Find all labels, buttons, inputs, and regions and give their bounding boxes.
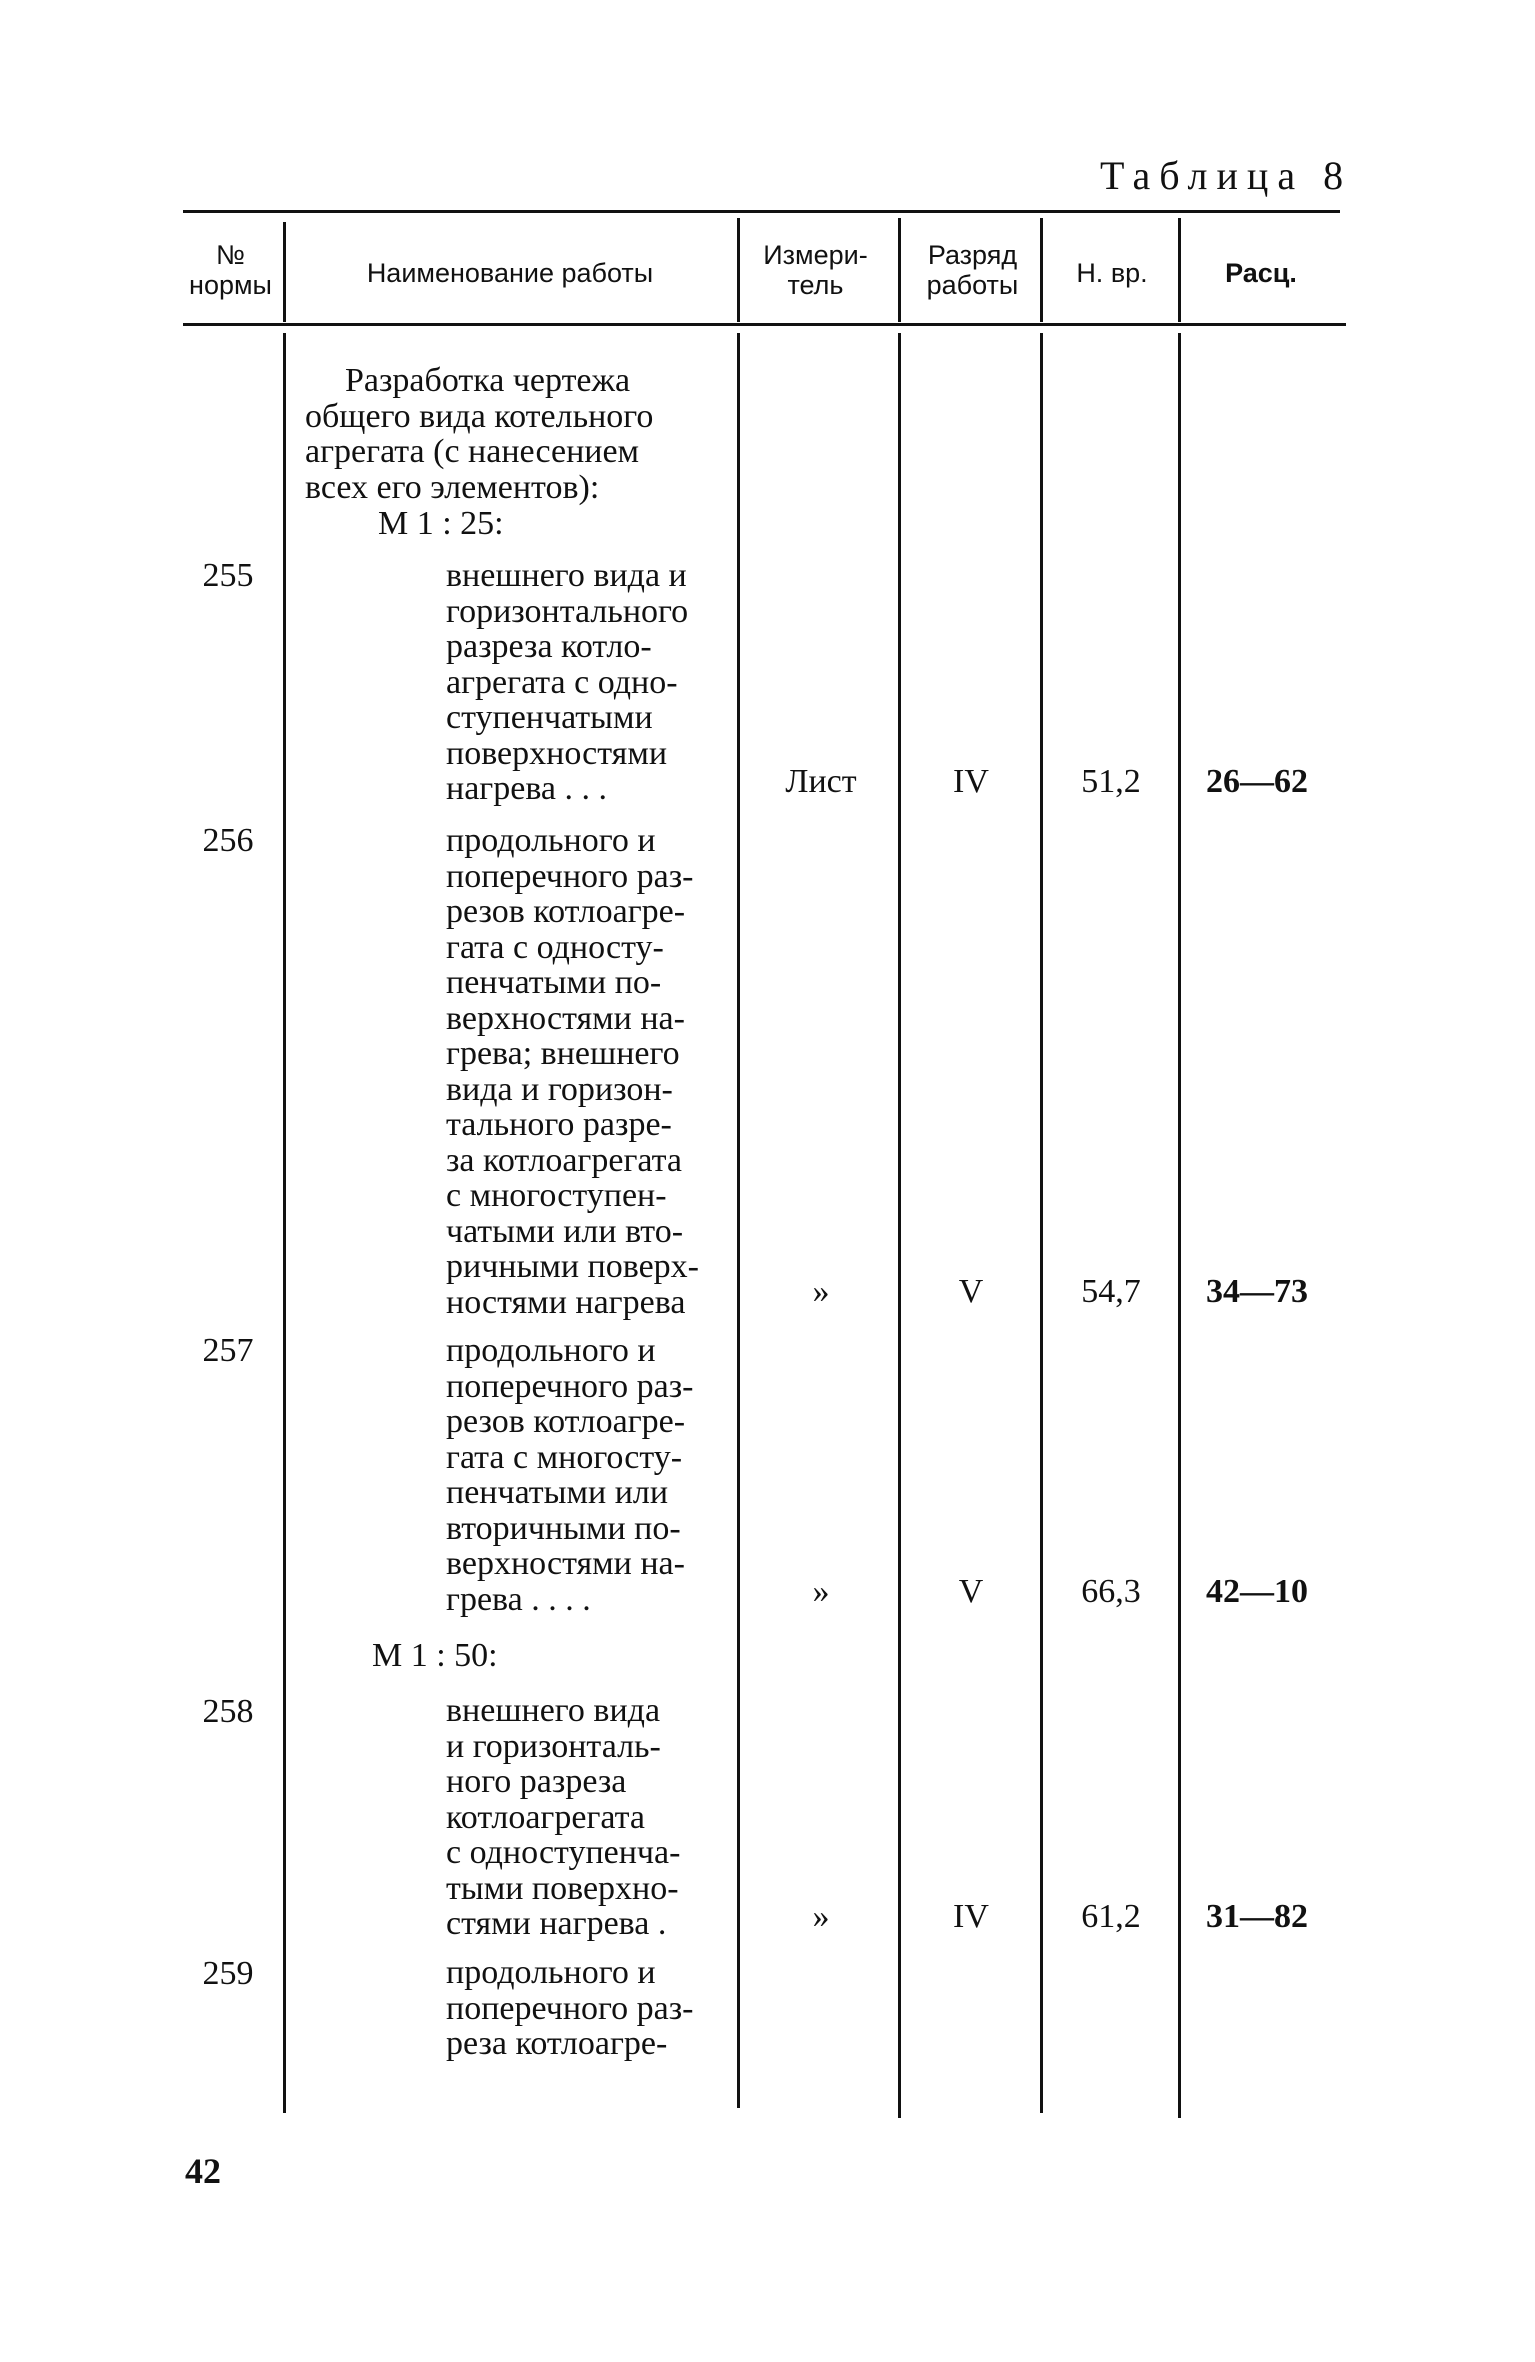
rate-cell: 34—73 [1206, 1273, 1308, 1310]
desc-line: ступенчатыми [446, 699, 653, 736]
unit-cell: » [812, 1273, 830, 1310]
header-rate: Расц. [1225, 258, 1297, 288]
header-bottom-rule [183, 323, 1346, 326]
grade-cell: IV [953, 1898, 989, 1935]
desc-line: тального разре- [446, 1106, 672, 1143]
desc-line: ностями нагрева [446, 1283, 686, 1321]
desc-line: продольного и [446, 822, 656, 859]
column-divider [1040, 333, 1043, 2113]
desc-line: агрегата с одно- [446, 663, 678, 701]
rate-cell: 26—62 [1206, 763, 1308, 800]
desc-line: внешнего вида [446, 1692, 661, 1729]
norm-number: 257 [202, 1332, 254, 1369]
intro-line: общего вида котельного [305, 398, 654, 435]
intro-line: Разработка чертежа [345, 362, 631, 399]
unit-cell: Лист [785, 763, 857, 800]
grade-cell: V [958, 1273, 984, 1310]
intro-line: агрегата (с нанесением [305, 433, 640, 470]
column-divider [898, 333, 901, 2118]
work-description [446, 1955, 724, 2062]
desc-line: поверхностями [446, 734, 668, 772]
desc-line: разреза котло- [446, 628, 652, 665]
desc-line: гата с многосту- [446, 1438, 683, 1476]
page-number: 42 [185, 2151, 221, 2191]
desc-line: гата с односту- [446, 928, 664, 966]
unit-cell: » [812, 1898, 830, 1935]
header-divider [1040, 218, 1043, 322]
desc-line: резов котлоагре- [446, 1403, 686, 1440]
norm-number: 258 [202, 1693, 254, 1730]
desc-line: продольного и [446, 1332, 656, 1369]
scale-heading: М 1 : 25: [378, 505, 504, 542]
grade-cell: IV [953, 763, 989, 800]
desc-line: котлоагрегата [446, 1798, 645, 1836]
desc-line: грева . . . . [446, 1580, 591, 1618]
desc-line: внешнего вида и [446, 557, 687, 594]
work-description [446, 823, 724, 1320]
desc-line: пенчатыми по- [446, 964, 662, 1001]
desc-line: поперечного раз- [446, 857, 694, 895]
column-divider [283, 333, 286, 2113]
desc-line: ричными поверх- [446, 1248, 700, 1285]
header-grade: Разряд работы [926, 240, 1019, 300]
work-description [446, 1693, 724, 1942]
column-divider [737, 333, 740, 2108]
intro-line: всех его элементов): [305, 469, 600, 506]
time-cell: 61,2 [1081, 1898, 1141, 1935]
time-cell: 66,3 [1081, 1573, 1141, 1610]
desc-line: резов котлоагре- [446, 893, 686, 930]
time-cell: 54,7 [1081, 1273, 1141, 1310]
desc-line: стями нагрева . [446, 1905, 667, 1942]
column-divider [1178, 333, 1181, 2118]
desc-line: чатыми или вто- [446, 1212, 684, 1250]
desc-line: продольного и [446, 1954, 656, 1991]
header-work-name: Наименование работы [366, 258, 654, 288]
grade-cell: V [958, 1573, 984, 1610]
header-divider [283, 222, 286, 322]
header-divider [898, 218, 901, 322]
work-description [446, 558, 724, 807]
norm-number: 259 [202, 1955, 254, 1992]
desc-line: ного разреза [446, 1763, 627, 1800]
desc-line: вторичными по- [446, 1509, 681, 1547]
desc-line: поперечного раз- [446, 1989, 694, 2027]
header-divider [737, 218, 740, 322]
desc-line: грева; внешнего [446, 1035, 680, 1072]
desc-line: с одноступенча- [446, 1834, 681, 1871]
header-divider [1178, 218, 1181, 322]
header-top-rule [183, 210, 1340, 213]
header-time: Н. вр. [1076, 258, 1148, 288]
work-description [446, 1333, 724, 1617]
time-cell: 51,2 [1081, 763, 1141, 800]
header-unit: Измери- тель [763, 240, 868, 300]
desc-line: с многоступен- [446, 1177, 667, 1214]
desc-line: верхностями на- [446, 1545, 685, 1582]
scale-heading: М 1 : 50: [372, 1637, 498, 1674]
desc-line: за котлоагрегата [446, 1141, 682, 1179]
norm-number: 255 [202, 557, 254, 594]
desc-line: пенчатыми или [446, 1474, 669, 1511]
desc-line: верхностями на- [446, 999, 685, 1037]
unit-cell: » [812, 1573, 830, 1610]
rate-cell: 31—82 [1206, 1898, 1308, 1935]
intro-paragraph [305, 363, 725, 399]
header-norm-no: № нормы [189, 240, 272, 300]
desc-line: вида и горизон- [446, 1070, 673, 1108]
desc-line: тыми поверхно- [446, 1869, 679, 1907]
norm-number: 256 [202, 822, 254, 859]
desc-line: поперечного раз- [446, 1367, 694, 1405]
desc-line: нагрева . . . [446, 770, 608, 807]
rate-cell: 42—10 [1206, 1573, 1308, 1610]
desc-line: реза котлоагре- [446, 2025, 668, 2062]
table-title: Таблица 8 [1100, 153, 1353, 198]
desc-line: и горизонталь- [446, 1727, 661, 1765]
desc-line: горизонтального [446, 592, 689, 630]
